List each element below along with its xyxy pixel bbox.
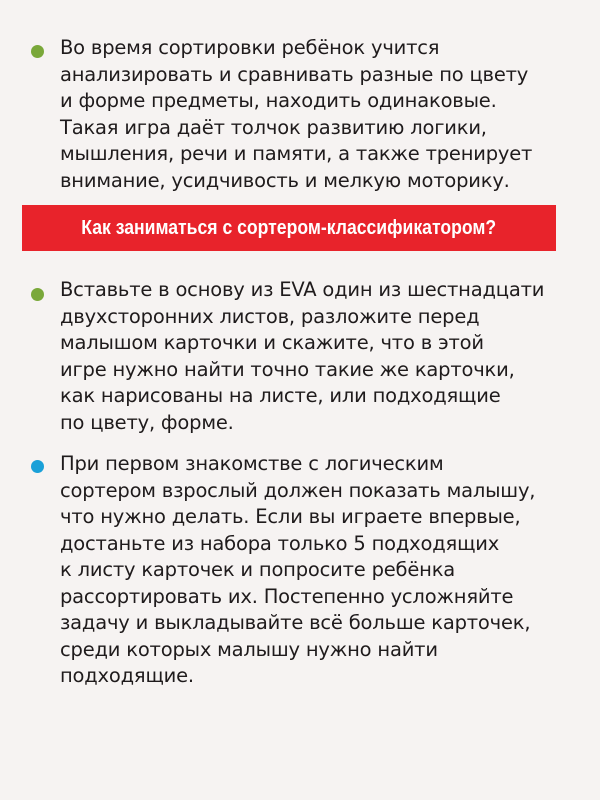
text-line: Во время сортировки ребёнок учится <box>60 36 440 59</box>
text-line: среди которых малышу нужно найти <box>60 637 438 661</box>
text-line: Вставьте в основу из EVA один из шестнадцати <box>60 278 545 301</box>
text-line: к листу карточек и попросите ребёнка <box>60 558 456 581</box>
text-line: анализировать и сравнивать разные по цвету <box>60 62 529 86</box>
text-line: Такая игра даёт толчок развитию логики, <box>60 115 487 139</box>
text-line: и форме предметы, находить одинаковые. <box>60 89 497 112</box>
text-line: как нарисованы на листе, или подходящие <box>60 384 501 407</box>
section-heading: Как заниматься с сортером-классификатором? <box>81 216 497 239</box>
paragraph-first-acquaintance <box>60 451 535 690</box>
text-line: внимание, усидчивость и мелкую моторику. <box>60 168 510 192</box>
text-line: сортером взрослый должен показать малышу, <box>60 478 536 502</box>
text-line: задачу и выкладывайте всё больше карточек, <box>60 611 531 634</box>
text-line: по цвету, форме. <box>60 410 234 434</box>
bullet-green-icon <box>31 45 44 58</box>
paragraph-sorting-benefits <box>60 35 532 194</box>
text-line: При первом знакомстве с логическим <box>60 452 444 475</box>
text-line: рассортировать их. Постепенно усложняйте <box>60 584 514 608</box>
text-line: подходящие. <box>60 664 194 687</box>
section-banner <box>22 205 556 251</box>
text-line: игре нужно найти точно такие же карточки, <box>60 357 515 381</box>
text-line: мышления, речи и памяти, а также тренирует <box>60 142 533 165</box>
bullet-blue-icon <box>31 460 44 473</box>
bullet-green-icon <box>31 288 44 301</box>
text-line: двухсторонних листов, разложите перед <box>60 304 480 328</box>
text-line: малышом карточки и скажите, что в этой <box>60 331 484 354</box>
text-line: достаньте из набора только 5 подходящих <box>60 531 500 555</box>
text-line: что нужно делать. Если вы играете впервые, <box>60 505 521 528</box>
paragraph-instructions <box>60 277 544 436</box>
